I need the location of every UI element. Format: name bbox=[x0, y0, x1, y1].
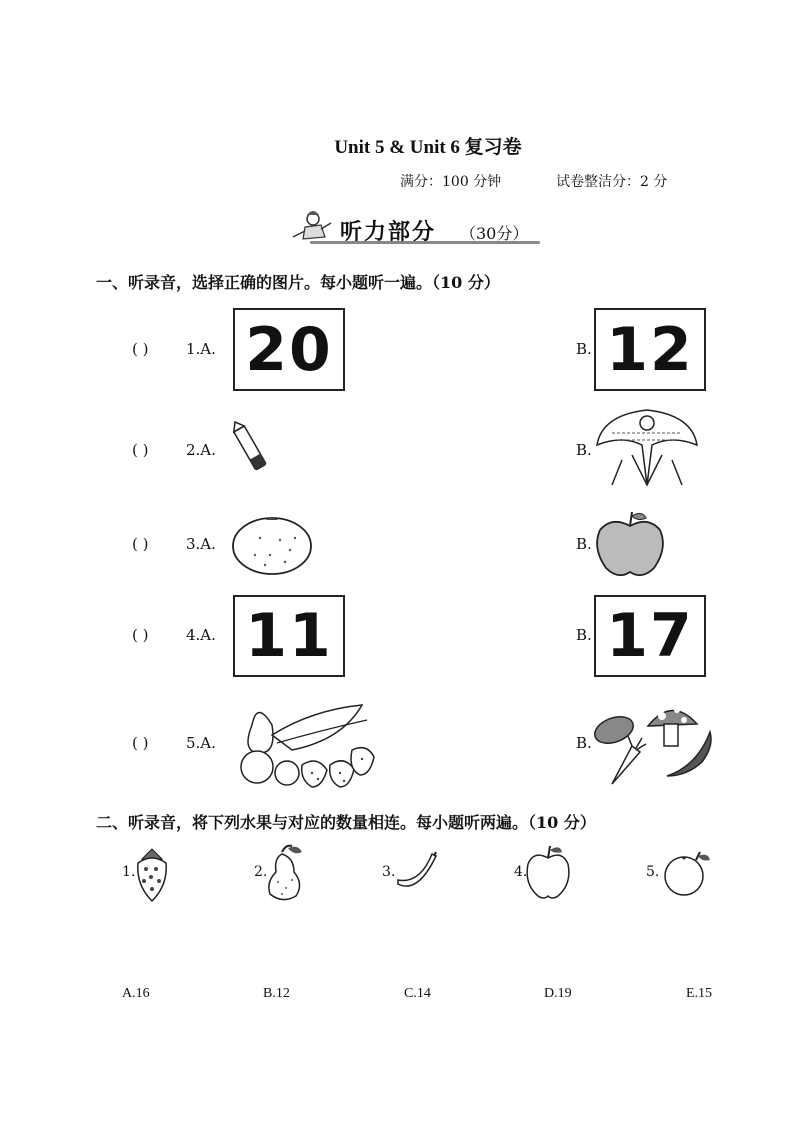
answer-option-e[interactable]: E.15 bbox=[686, 986, 713, 1001]
fruit-4-num: 4. bbox=[514, 864, 528, 880]
fruit-5-num: 5. bbox=[646, 864, 660, 880]
answer-paren-3[interactable]: ( ) bbox=[132, 535, 149, 553]
q1-option-b-label: B. bbox=[576, 340, 592, 358]
q5-label: 5.A. bbox=[186, 734, 216, 752]
answer-option-c[interactable]: C.14 bbox=[404, 986, 431, 1001]
part1-heading: 一、听录音，选择正确的图片。每小题听一遍。（10 分） bbox=[96, 273, 500, 292]
apple-icon bbox=[592, 508, 668, 580]
listening-score: （30分） bbox=[460, 224, 529, 243]
listening-label: 听力部分 bbox=[340, 219, 437, 245]
fruit-3-num: 3. bbox=[382, 864, 396, 880]
answer-option-a[interactable]: A.16 bbox=[122, 986, 150, 1001]
q2-option-b-label: B. bbox=[576, 441, 592, 459]
answer-option-d[interactable]: D.19 bbox=[544, 986, 572, 1001]
page-title: Unit 5 & Unit 6 复习卷 bbox=[334, 137, 522, 158]
q5-option-b-label: B. bbox=[576, 734, 592, 752]
apple-icon-2 bbox=[524, 844, 572, 900]
full-score: 满分：100 分钟 bbox=[400, 174, 502, 190]
q1-option-b-number: 12 bbox=[594, 308, 706, 391]
answer-option-b[interactable]: B.12 bbox=[263, 986, 290, 1001]
vegetables-group-icon bbox=[592, 696, 720, 788]
q3-option-b-label: B. bbox=[576, 535, 592, 553]
answer-paren-1[interactable]: ( ) bbox=[132, 340, 149, 358]
fruits-group-icon bbox=[232, 695, 377, 793]
q1-label: 1.A. bbox=[186, 340, 216, 358]
orange-icon bbox=[230, 510, 314, 576]
fruit-2-num: 2. bbox=[254, 864, 268, 880]
fruit-1-num: 1. bbox=[122, 864, 136, 880]
q4-option-b-number: 17 bbox=[594, 595, 706, 677]
pear-icon bbox=[264, 842, 306, 904]
answer-paren-5[interactable]: ( ) bbox=[132, 734, 149, 752]
q3-label: 3.A. bbox=[186, 535, 216, 553]
q4-option-b-label: B. bbox=[576, 626, 592, 644]
kite-icon bbox=[592, 405, 702, 491]
answer-paren-4[interactable]: ( ) bbox=[132, 626, 149, 644]
orange-icon-2 bbox=[662, 848, 712, 898]
q4-label: 4.A. bbox=[186, 626, 216, 644]
answer-paren-2[interactable]: ( ) bbox=[132, 441, 149, 459]
banana-icon bbox=[394, 850, 440, 894]
strawberry-icon bbox=[134, 845, 170, 903]
crayon-icon bbox=[230, 418, 270, 478]
part2-heading: 二、听录音，将下列水果与对应的数量相连。每小题听两遍。（10 分） bbox=[96, 813, 596, 832]
listening-banner bbox=[285, 207, 555, 247]
q4-option-a-number: 11 bbox=[233, 595, 345, 677]
q1-option-a-number: 20 bbox=[233, 308, 345, 391]
q2-label: 2.A. bbox=[186, 441, 216, 459]
neatness-score: 试卷整洁分：2 分 bbox=[556, 174, 668, 190]
